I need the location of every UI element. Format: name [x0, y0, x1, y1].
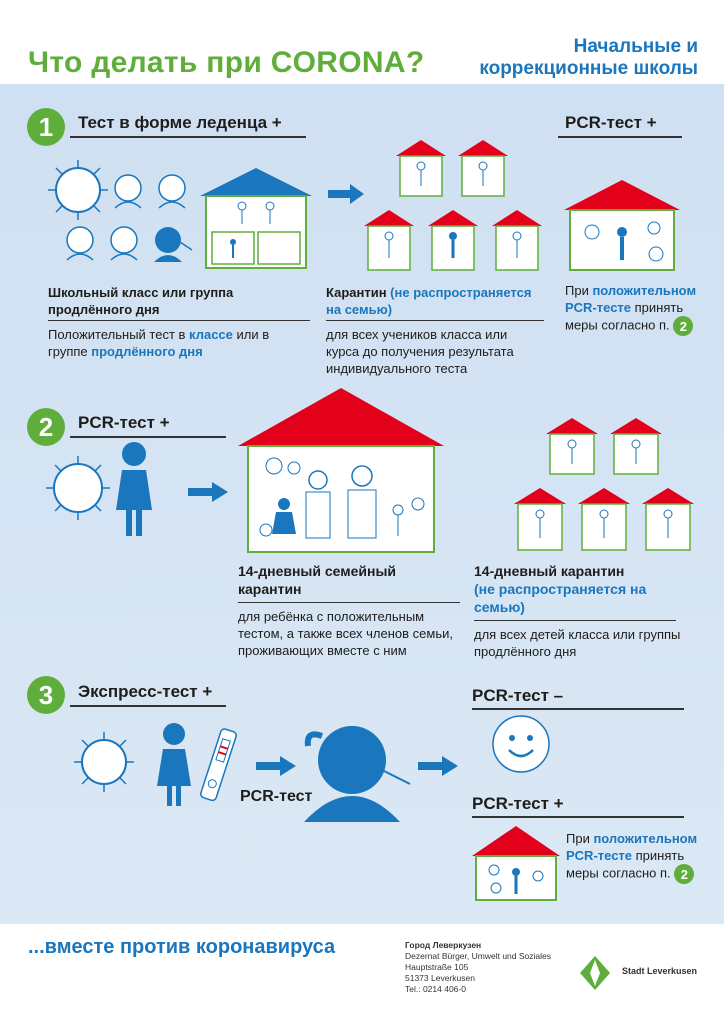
virus-icon	[46, 456, 110, 520]
section1-illustration	[0, 140, 724, 420]
city-logo-icon	[580, 956, 610, 990]
pcr-negative-heading: PCR-тест –	[472, 686, 564, 705]
smiley-icon	[493, 716, 549, 772]
page-title: Что делать при CORONA?	[28, 46, 425, 79]
quarantine-house-icon	[642, 488, 694, 550]
arrow-right-icon	[328, 184, 364, 204]
quarantine-house-icon	[514, 488, 566, 550]
step-1-badge: 1	[27, 108, 65, 146]
section1-col2-title: Карантин (не распространяется на семью)	[326, 285, 532, 317]
quarantine-house-icon	[546, 418, 598, 474]
section1-pcr-underline	[558, 136, 682, 138]
arrow-right-icon	[188, 482, 228, 502]
quarantine-house-icon	[578, 488, 630, 550]
section1-pcr-heading: PCR-тест +	[565, 113, 657, 132]
child-head-positive-icon	[154, 227, 192, 262]
child-head-icon	[67, 227, 93, 260]
section2-col1-desc: для ребёнка с положительным тестом, а также всех членов семьи, проживающих вместе с ним	[238, 609, 453, 658]
step-2-badge: 2	[27, 408, 65, 446]
quarantine-house-icon	[610, 418, 662, 474]
quarantine-house-icon	[492, 210, 542, 270]
section3-heading: Экспресс-тест +	[78, 682, 213, 701]
city-logo-text: Stadt Leverkusen	[622, 966, 698, 976]
child-head-icon	[115, 175, 141, 208]
quarantine-house-icon	[428, 210, 478, 270]
quarantine-house-icon	[396, 140, 446, 196]
footer-address: Город Леверкузен Dezernat Bürger, Umwelt und Soziales Hauptstraße 105 51373 Leverkusen Tel.: 0214 406-0	[405, 940, 551, 994]
child-head-icon	[159, 175, 185, 208]
section2-col1-title: 14-дневный семейный карантин	[238, 563, 397, 597]
section2-col2-desc: для всех детей класса или группы продлённого дня	[474, 627, 681, 659]
pcr-positive-house-icon	[472, 826, 560, 900]
section1-heading: Тест в форме леденца +	[78, 113, 282, 132]
school-house-icon	[200, 168, 312, 268]
step-3-badge: 3	[27, 676, 65, 714]
pcr-test-label: PCR-тест	[240, 788, 313, 805]
pcr-positive-heading: PCR-тест +	[472, 794, 564, 813]
pcr-swab-head-icon	[304, 726, 410, 822]
section2-col2-title: 14-дневный карантин (не распространяется на семью)	[474, 563, 647, 615]
quarantine-house-icon	[364, 210, 414, 270]
divider	[474, 620, 676, 621]
rapid-test-icon	[200, 728, 237, 801]
section1-underline	[70, 136, 306, 138]
page-subtitle: Начальные и коррекционные школы	[479, 36, 698, 79]
child-head-icon	[111, 227, 137, 260]
section1-col1-desc: Положительный тест в классе или в группе продлённого дня	[48, 327, 270, 359]
step-ref-badge: 2	[674, 864, 694, 884]
virus-icon	[48, 160, 108, 220]
section1-col1-title: Школьный класс или группа продлённого дня	[48, 285, 234, 317]
section2-illustration	[0, 388, 724, 558]
footer-slogan: ...вместе против коронавируса	[28, 936, 336, 958]
arrow-right-icon	[418, 756, 458, 776]
quarantine-house-icon	[458, 140, 508, 196]
family-house-icon	[238, 388, 444, 552]
divider	[326, 320, 544, 321]
virus-icon	[74, 732, 134, 792]
child-positive-icon	[116, 442, 152, 536]
section3-note: При положительном PCR-тесте принять меры согласно п. 2	[566, 830, 706, 884]
arrow-right-icon	[256, 756, 296, 776]
step-ref-badge: 2	[673, 316, 693, 336]
section1-col2-desc: для всех учеников класса или курса до получения результата индивидуального теста	[326, 327, 514, 376]
divider	[238, 602, 460, 603]
child-positive-icon	[157, 723, 191, 806]
section1-col3-note: При положительном PCR-тесте принять меры согласно п. 2	[565, 282, 705, 336]
divider	[48, 320, 310, 321]
section2-heading: PCR-тест +	[78, 413, 170, 432]
pcr-positive-house-icon	[564, 180, 680, 270]
